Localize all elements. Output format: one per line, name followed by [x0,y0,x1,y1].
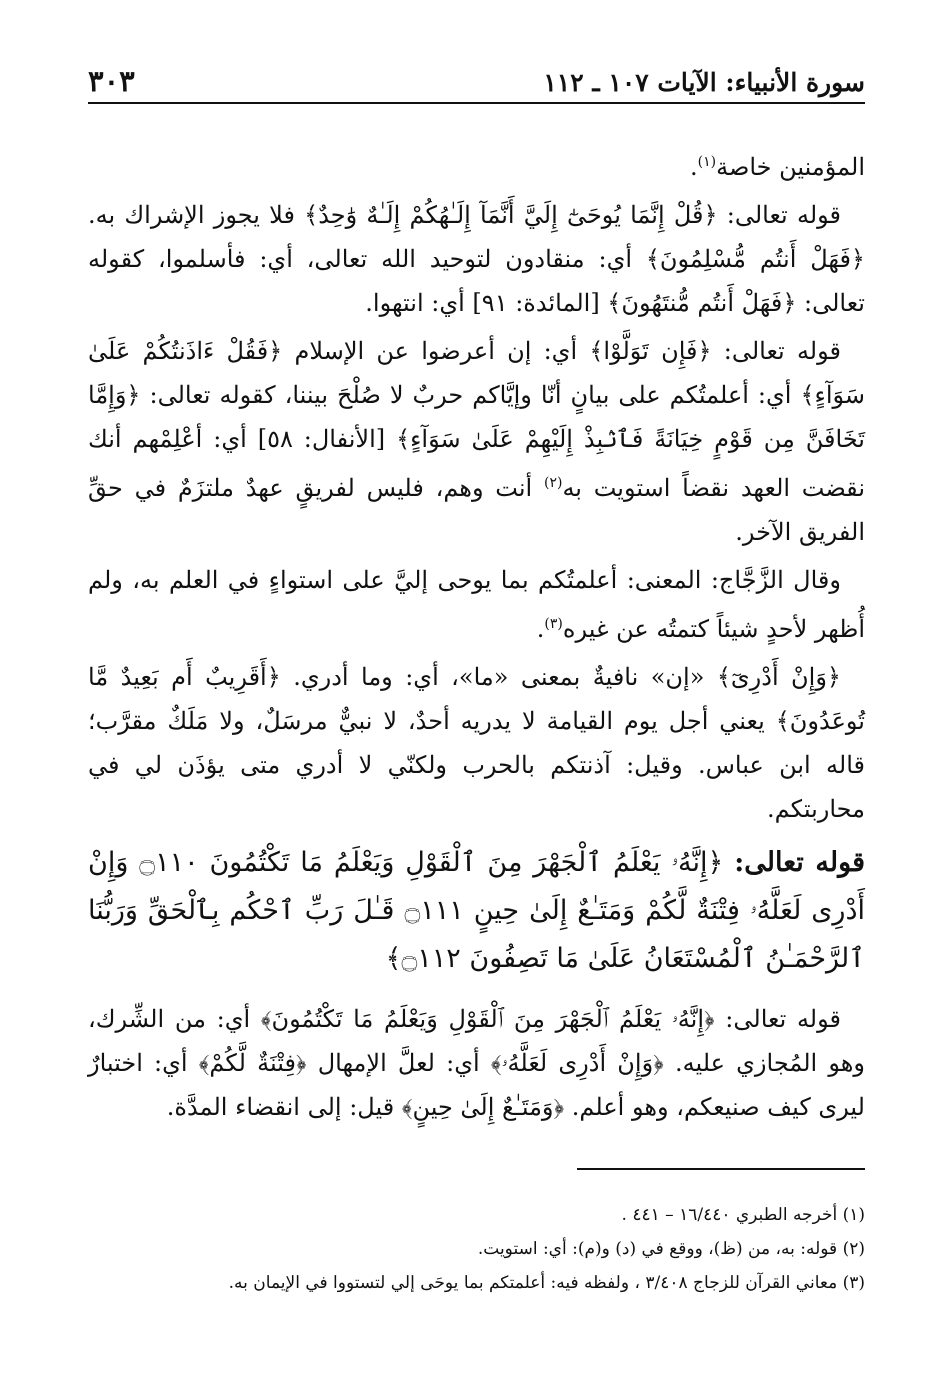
footnote-ref: (٢) [543,475,563,491]
paragraph-text: ﴿وَإِنْ أَدْرِىٓ﴾ «إن» نافيةٌ بمعنى «ما»، أي: وما أدري. ﴿أَقَرِيبٌ أَم بَعِيدٌ مَّا تُوعَدُونَ﴾ يعني أجل يوم القيامة لا يدريه أحدٌ، لا نبيٌّ مرسَلٌ، ولا مَلَكٌ مقرَّب؛ قاله ابن عباس. وقيل: آذنتكم بالحرب ولكنّي لا أدري متى يؤذَن لي في محاربتكم. [88,663,865,823]
running-title: سورة الأنبياء: الآيات ١٠٧ ـ ١١٢ [543,68,865,97]
quran-verse-block [88,839,865,983]
footnote-ref: (١) [697,154,717,170]
paragraph [88,997,865,1129]
paragraph-text: وقال الزَّجَّاج: المعنى: أعلمتُكم بما يوحى إليَّ على استواءٍ في العلم به، ولم أُظهر لأحدٍ شيئاً كتمتُه عن غيره [88,566,865,643]
main-text [88,140,865,1133]
paragraph [88,193,865,325]
footnote-separator [577,1168,865,1170]
footnotes [88,1198,865,1300]
page-header [88,62,865,104]
paragraph [88,655,865,831]
paragraph-tail: . [536,615,545,643]
paragraph-text: المؤمنين خاصة [716,153,865,181]
verse-text: ﴿إِنَّهُۥ يَعْلَمُ ٱلْجَهْرَ مِنَ ٱلْقَوْلِ وَيَعْلَمُ مَا تَكْتُمُونَ ۝١١٠ وَإِنْ أَدْرِى لَعَلَّهُۥ فِتْنَةٌ لَّكُمْ وَمَتَـٰعٌ إِلَىٰ حِينٍ ۝١١١ قَـٰلَ رَبِّ ٱحْكُم بِٱلْحَقِّ وَرَبُّنَا ٱلرَّحْمَـٰنُ ٱلْمُسْتَعَانُ عَلَىٰ مَا تَصِفُونَ ۝١١٢﴾ [88,847,865,974]
footnote: (٣) معاني القرآن للزجاج ٣/٤٠٨ ، ولفظه فيه: أعلمتكم بما يوحَى إلي لتستووا في الإيمان به. [228,1273,865,1293]
footnote: (٢) قوله: به، من (ظ)، ووقع في (د) و(م): أي: استويت. [477,1239,865,1259]
paragraph-text: قوله تعالى: ﴿قُلْ إِنَّمَا يُوحَىٰٓ إِلَيَّ أَنَّمَآ إِلَـٰهُكُمْ إِلَـٰهٌ وَٰحِدٌ﴾ فلا يجوز الإشراك به. ﴿فَهَلْ أَنتُم مُّسْلِمُونَ﴾ أي: منقادون لتوحيد الله تعالى، أي: فأسلموا، كقوله تعالى: ﴿فَهَلْ أَنتُم مُّنتَهُونَ﴾ [المائدة: ٩١] أي: انتهوا. [88,201,865,317]
footnote: (١) أخرجه الطبري ١٦/٤٤٠ – ٤٤١ . [621,1205,865,1225]
paragraph-tail: أنت وهم، فليس لفريقٍ عهدٌ ملتزَمٌ في حقِّ الفريق الآخر. [88,474,865,546]
footnote-ref: (٣) [544,616,563,632]
paragraph-tail: . [690,153,698,181]
paragraph [88,140,865,189]
page-number: ٣٠٣ [88,64,135,98]
verse-lead: قوله تعالى: [734,847,865,878]
paragraph-text: قوله تعالى: ﴿فَإِن تَوَلَّوْا﴾ أي: إن أعرضوا عن الإسلام ﴿فَقُلْ ءَاذَنتُكُمْ عَلَىٰ سَوَآءٍ﴾ أي: أعلمتُكم على بيانٍ أنّا وإيَّاكم حربٌ لا صُلْحَ بيننا، كقوله تعالى: ﴿وَإِمَّا تَخَافَنَّ مِن قَوْمٍ خِيَانَةً فَٱنۢبِذْ إِلَيْهِمْ عَلَىٰ سَوَآءٍ﴾ [الأنفال: ٥٨] أي: أعْلِمْهم أنك نقضت العهد نقضاً استويت به [88,337,866,502]
paragraph-text: قوله تعالى: ﴿إِنَّهُۥ يَعْلَمُ ٱلْجَهْرَ مِنَ ٱلْقَوْلِ وَيَعْلَمُ مَا تَكْتُمُونَ﴾ أي: من الشِّرك، وهو المُجازي عليه. ﴿وَإِنْ أَدْرِى لَعَلَّهُۥ﴾ أي: لعلَّ الإمهال ﴿فِتْنَةٌ لَّكُمْ﴾ أي: اختبارٌ ليرى كيف صنيعكم، وهو أعلم. ﴿وَمَتَـٰعٌ إِلَىٰ حِينٍ﴾ قيل: إلى انقضاء المدَّة. [88,1005,865,1121]
paragraph [88,329,865,554]
paragraph [88,558,865,651]
